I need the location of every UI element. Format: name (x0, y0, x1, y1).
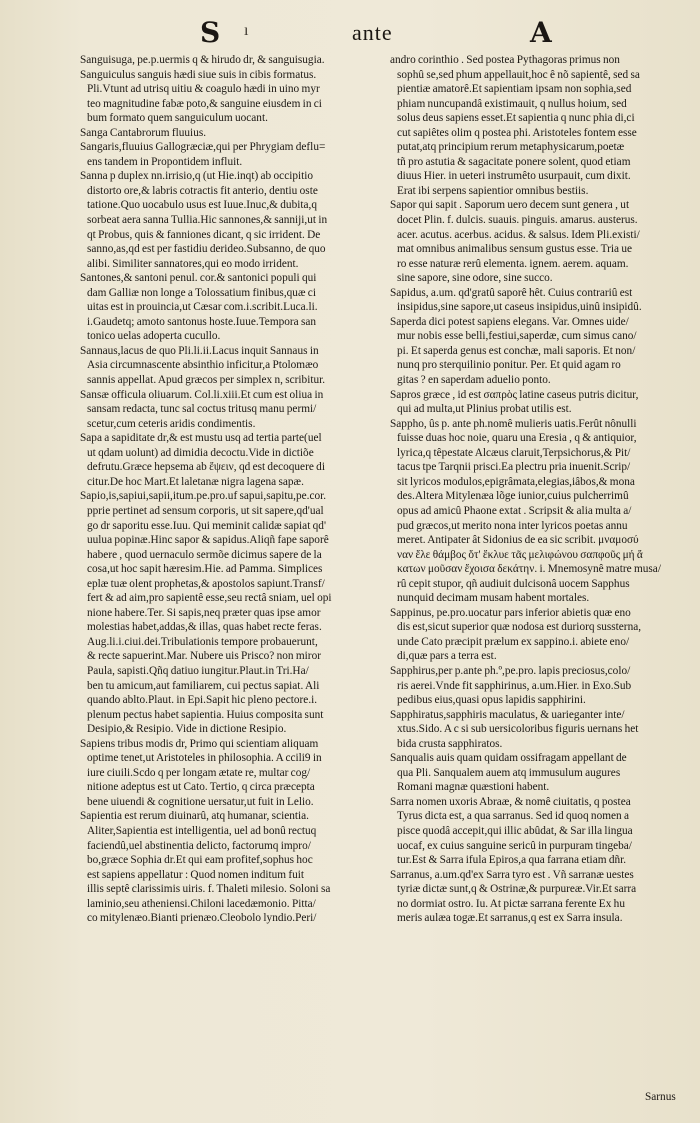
text-line: diuus Hier. in ueteri instrumêto usurpauit, cum dixit. (397, 170, 631, 183)
text-line: pi. Et saperda genus est conchæ, mali saporis. Et non/ (397, 344, 636, 357)
text-line: tyriæ dictæ sunt,q & Ostrinæ,& purpureæ.Vir.Et sarra (397, 883, 637, 896)
text-line: Erat ibi serpens sapientior omnibus bestiis. (397, 184, 589, 197)
text-line: citur.De hoc Mart.Et laletanæ nigra lagena sapæ. (87, 475, 304, 488)
text-line: uitas est in prouincia,ut Cæsar com.i.scribit.Luca.li. (87, 301, 318, 314)
text-line: teo magnitudine fabæ poto,& sanguine eiusdem in ci (87, 97, 322, 110)
text-line: solus deus sapiens esset.Et sapientia q nunc phia di,ci (397, 112, 635, 125)
text-line: mur nobis esse belli,festiui,saperdæ, cum simus cano/ (397, 330, 637, 343)
text-line: dis est,sicut superior quæ nodosa est duriorq sussterna, (397, 621, 642, 634)
text-line: Sapidus, a.um. qd'gratû saporê hêt. Cuius contrariû est (390, 286, 633, 299)
text-line: optime tenet,ut Aristoteles in philosophia. A ccili9 in (87, 752, 322, 765)
text-line: iure ciuili.Scdo q per longam ætate re, multar cog/ (87, 766, 311, 779)
text-line: gitas ? en saperdam aduelio ponto. (397, 374, 551, 387)
text-line: pedibus eius,quasi opus lapidis sapphirini. (397, 694, 586, 707)
text-line: sannis appellat. Apud græcos per simplex n, scribitur. (87, 374, 326, 387)
text-line: laminio,seu atheniensi.Chiloni lacedæmonio. Pitta/ (87, 897, 316, 910)
text-line: illis septê clarissimis uiris. f. Thaleti milesio. Soloni sa (87, 883, 331, 896)
text-line: meris aulæa togæ.Et sarranus,q est ex Sarra insula. (397, 912, 623, 925)
text-line: Sapa a sapiditate dr,& est mustu usq ad tertia parte(uel (80, 432, 322, 445)
text-line: Romani magnæ quæstioni habent. (397, 781, 550, 794)
text-line: lyrica,q têpestate Alcæus claruit,Terpsichorus,& Pit/ (397, 446, 631, 459)
text-line: nione habere.Ter. Si sapis,neq præter quas ipse amor (87, 606, 321, 619)
text-line: phiam nuncupandâ existimauit, q nullus hoium, sed (397, 97, 627, 110)
text-line: di,quæ pars a terra est. (397, 650, 497, 663)
text-line: fert & ad aim,pro sapientê esse,seu rectâ sniam, uel opi (87, 592, 332, 605)
text-line: cut sapiêtes olim q postea phi. Aristoteles fontem esse (397, 126, 637, 139)
text-line: Sappho, ûs p. ante ph.nomê mulieris uatis.Ferût nônulli (390, 417, 637, 430)
right-column (390, 53, 682, 926)
text-line: uocaf, ex cuius sanguine sericû in purpuram tingeba/ (397, 839, 632, 852)
text-line: Sarranus, a.um.qd'ex Sarra tyro est . Vñ sarranæ uestes (390, 868, 634, 881)
text-line: Desipio,& Resipio. Vide in dictione Resipio. (87, 723, 287, 736)
text-line: ris aerei.Vnde fit sapphirinus, a.um.Hier. in Exo.Sub (397, 679, 632, 692)
text-line: ναν ἕλε θάμβος ὅτ' ἔκλυε τᾶς μελιφώνου σαπφοῦς μή ἄ (397, 548, 643, 561)
text-line: Sapor qui sapit . Saporum uero decem sunt genera , ut (390, 199, 630, 212)
text-line: sine sapore, sine odore, sine succo. (397, 272, 553, 285)
text-line: andro corinthio . Sed postea Pythagoras primus non (390, 54, 620, 66)
text-line: nunquid decimam musam habent mortales. (397, 592, 590, 605)
text-line: bida crusta sapphiratos. (397, 737, 503, 750)
text-line: pientiæ amatorê.Et sapientiam ipsam non sophia,sed (397, 83, 632, 96)
text-line: distorto ore,& labris cotractis fit anterio, dentiu oste (87, 184, 318, 197)
text-line: Santones,& santoni penul. cor.& santonici populi qui (80, 272, 317, 285)
signature-mark: ı (244, 22, 249, 39)
text-line: i.Gaudetq; amoto santonus hoste.Iuue.Tempora san (87, 315, 317, 328)
text-line: Sangaris,fluuius Gallogræciæ,qui per Phrygiam deflu= (80, 141, 326, 154)
text-line: eplæ tuæ olent prophetas,& apostolos sapiunt.Transf/ (87, 577, 325, 590)
text-line: qua Pli. Sanqualem auem atq immusulum augures (397, 766, 621, 779)
text-line: tatione.Quo uocabulo usus est Iuue.Inuc,& dubita,q (87, 199, 317, 212)
text-line: Saperda dici potest sapiens elegans. Var. Omnes uide/ (390, 315, 629, 328)
text-line: Paula, sapisti.Qñq datiuo iungitur.Plaut.in Tri.Ha/ (87, 664, 309, 677)
text-line: des.Altera Mitylenæa lõge iunior,cuius pulcherrimû (397, 490, 629, 503)
text-line: bene uiuendi & cognitione uersatur,ut fuit in Lelio. (87, 795, 314, 808)
text-line: docet Plin. f. dulcis. suauis. pinguis. amarus. austerus. (397, 214, 638, 227)
text-line: nitione adeptus est ut Cato. Tertio, q circa præcepta (87, 781, 315, 794)
text-line: Sappinus, pe.pro.uocatur pars inferior abietis quæ eno (390, 606, 631, 619)
text-line: Tyrus dicta est, a qua sarranus. Sed id quoq nomen a (397, 810, 630, 823)
text-line: κατων μοῦσαν ἔχοισα δεκάτην. i. Mnemosynê matre musa/ (397, 563, 661, 576)
text-line: opus ad amicû Phaone extat . Scripsit & alia multa a/ (397, 504, 632, 517)
text-line: fuisse duas hoc noie, quaru una Eresia , q & antiquior, (397, 432, 637, 445)
text-line: sorbeat aera sanna Tullia.Hic sannones,& sanniji,ut in (87, 214, 328, 227)
text-line: meret. Antipater ât Sidonius de ea sic scribit. μναμοσύ (397, 534, 639, 547)
text-line: Sapiens tribus modis dr, Primo qui scientiam aliquam (80, 737, 319, 750)
text-line: habere , quod uernaculo sermõe dicimus sapere de la (87, 548, 322, 561)
text-line: ens tandem in Propontidem influit. (87, 155, 243, 168)
text-line: insipidus,sine sapore,ut caseus insipidus,uinû insipidû. (397, 301, 642, 314)
text-line: Sanna p duplex nn.irrisio,q (ut Hie.inqt) ab occipitio (80, 170, 314, 183)
text-line: defrutu.Græce hepsema ab ἕψειν, qd est decoquere di (87, 461, 325, 474)
text-line: sit lyricos modulos,epigrâmata,elegias,iâbos,& mona (397, 475, 635, 488)
text-line: acer. acutus. acerbus. acidus. & salsus. Idem Pli.existi/ (397, 228, 640, 241)
text-line: & recte sapuerint.Mar. Nubere uis Prisco? non miror (87, 650, 321, 663)
text-line: nunq pro sterquilinio ponitur. Per. Et quid agam ro (397, 359, 621, 372)
text-line: pisce quodâ accepit,qui illic abûdat, & Sar illa lingua (397, 824, 633, 837)
text-line: tur.Est & Sarra ifula Epiros,a qua farrana etiam dñr. (397, 854, 627, 867)
text-line: tacus tpe Tarqnii prisci.Ea plectru pria inuenit.Scrip/ (397, 461, 631, 474)
text-line: qui ad multa,ut Plinius probat utilis est. (397, 403, 572, 416)
text-line: pud græcos,ut merito nona inter lyricos poetas annu (397, 519, 628, 532)
text-line: Sapphiratus,sapphiris maculatus, & uarieganter inte/ (390, 708, 625, 721)
running-title: ante (352, 20, 393, 45)
text-line: xtus.Sido. A c si sub uersicoloribus figuris uernans het (397, 723, 639, 736)
signature-left: S (200, 16, 220, 49)
text-line: tñ pro astutia & sagacitate ponere solent, quod etiam (397, 155, 631, 168)
text-line: dam Galliæ non longe a Tolossatium finibus,quæ ci (87, 286, 316, 299)
text-line: tonico uelas adoperta cucullo. (87, 330, 221, 343)
text-line: bum formato quem sanguiculum uocant. (87, 112, 268, 125)
text-line: sanno,as,qd est per fastidiu derideo.Subsanno, de quo (87, 243, 326, 256)
text-line: qt Probus, quis & fanniones dicant, q sic irrident. De (87, 228, 321, 241)
text-line: faciendû,uel abstinentia delicto, factorumq impro/ (87, 839, 311, 852)
left-column (80, 53, 380, 926)
text-line: Sannaus,lacus de quo Pli.li.ii.Lacus inquit Sannaus in (80, 344, 319, 357)
text-line: unde Cato præcipit prælum ex sappino.i. abiete eno/ (397, 635, 630, 648)
text-line: ro esse naturæ rerû elementa. ignem. aerem. aquam. (397, 257, 629, 270)
text-line: est sapiens appellatur : Quod nomen inditum fuit (87, 868, 305, 881)
text-line: uulua popinæ.Hinc sapor & sapidus.Aliqñ fape saporê (87, 534, 329, 547)
text-line: co mitylenæo.Bianti prienæo.Cleobolo lyndio.Peri/ (87, 912, 317, 925)
text-line: plenum pectus habet sapientia. Huius composita sunt (87, 708, 324, 721)
text-line: go dr saporitu esse.Iuu. Qui meminit calidæ sapiat qd' (87, 519, 326, 532)
text-line: alibi. Similiter sannatores,qui eo modo irrident. (87, 257, 299, 270)
text-line: Sapientia est rerum diuinarû, atq humanar, scientia. (80, 810, 309, 823)
text-line: Asia circumnascente absinthio inficitur,a Ptolomæo (87, 359, 319, 372)
text-line: rû cepit stupor, qñ audiuit dulcisonâ uocem Sapphus (397, 577, 630, 590)
text-line: Pli.Vtunt ad utrisq uitiu & coagulo hædi in uino myr (87, 83, 320, 96)
text-line: bo,græce Sophia dr.Et qui eam profitef,sophus hoc (87, 854, 313, 867)
text-line: Sapphirus,per p.ante ph.º,pe.pro. lapis preciosus,colo/ (390, 664, 631, 677)
text-line: Sapros græce , id est σαπρὸς latine caseus putris dicitur, (390, 388, 639, 401)
text-line: no dormiat ostro. Iu. At pictæ sarrana ferente Ex hu (397, 897, 625, 910)
catchword: Sarnus (645, 1091, 676, 1103)
text-line: Sarra nomen uxoris Abraæ, & nomê ciuitatis, q postea (390, 795, 631, 808)
text-line: sansam redacta, tunc sal coctus tritusq manu permi/ (87, 403, 317, 416)
text-line: ben tu amicum,aut familiarem, cui pectus sapiat. Ali (87, 679, 320, 692)
text-line: mat omnibus animalibus sensum gustus esse. Tria ue (397, 243, 632, 256)
text-line: Sanga Cantabrorum fluuius. (80, 126, 207, 139)
signature-right: A (530, 16, 552, 49)
text-line: pprie pertinet ad sensum corporis, ut sit sapere,qd'ual (87, 504, 324, 517)
text-line: Sanguisuga, pe.p.uermis q & hirudo dr, & sanguisugia. (80, 54, 325, 66)
text-line: Aug.li.i.ciui.dei.Tribulationis tempore probauerunt, (87, 635, 318, 648)
text-line: Sanqualis auis quam quidam ossifragam appellant de (390, 752, 627, 765)
text-line: molestias habet,addas,& illas, quas habet recte feras. (87, 621, 322, 634)
text-line: quando ablto.Plaut. in Epi.Sapit hic pleno pectore.i. (87, 694, 318, 707)
text-line: cosa,ut hoc sapit hæresim.Hie. ad Pamma. Simplices (87, 563, 323, 576)
text-line: Aliter,Sapientia est intelligentia, uel ad bonû rectuq (87, 824, 317, 837)
text-line: Sansæ officula oliuarum. Col.li.xiii.Et cum est oliua in (80, 388, 324, 401)
text-line: Sapio,is,sapiui,sapii,itum.pe.pro.uf sapui,sapitu,pe.cor. (80, 490, 327, 503)
text-line: putat,atq principium rerum metaphysicarum,poetæ (397, 141, 625, 154)
text-line: ut qdam uolunt) ad dimidia decoctu.Vide in dictiõe (87, 446, 314, 459)
text-line: Sanguiculus sanguis hædi siue suis in cibis formatus. (80, 68, 317, 81)
page-header (0, 16, 700, 50)
text-line: scetur,cum ceteris aridis condimentis. (87, 417, 256, 430)
text-line: sophû se,sed phum appellauit,hoc ê nõ sapientê, sed sa (397, 68, 640, 81)
